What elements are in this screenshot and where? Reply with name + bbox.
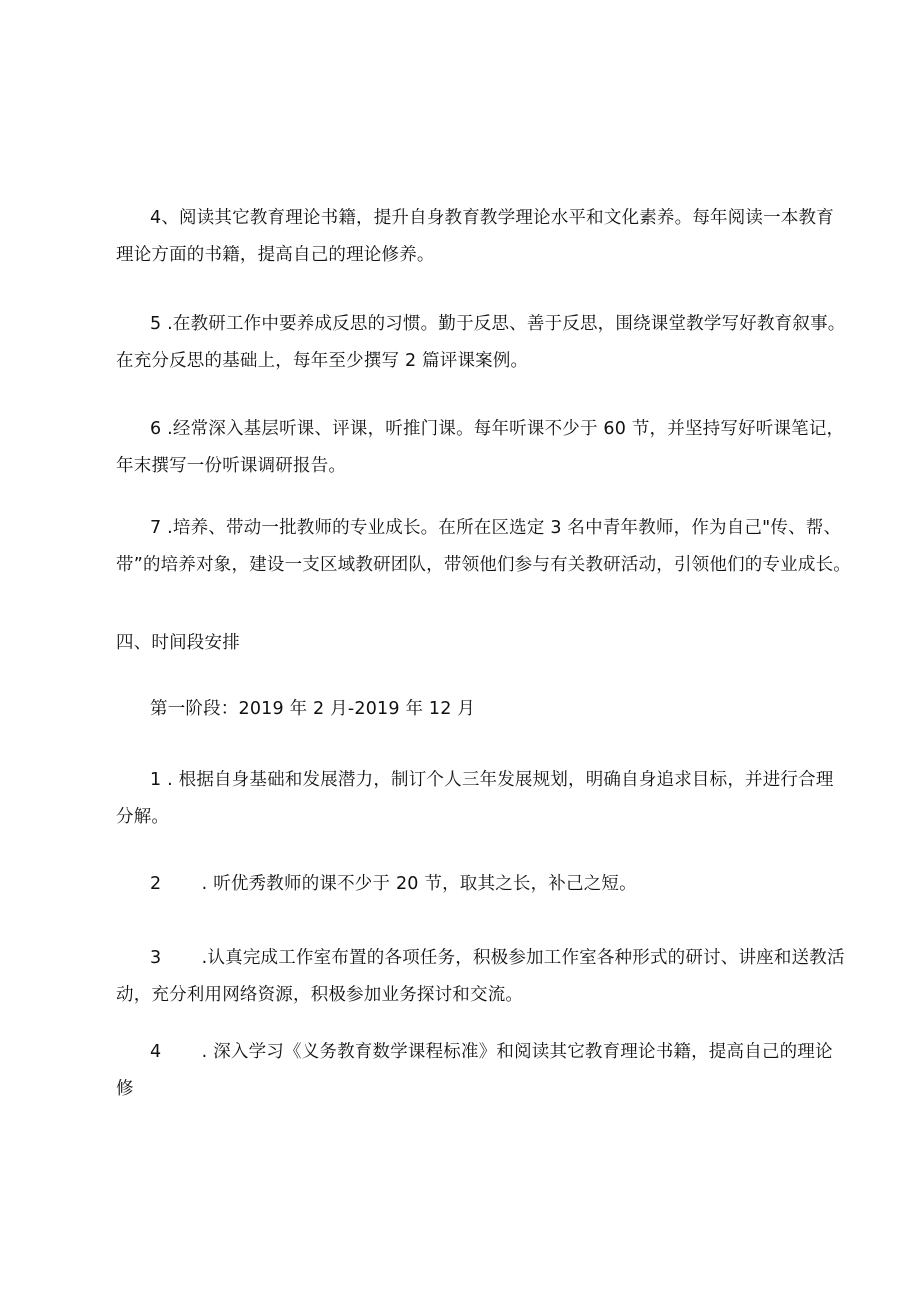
paragraph-line <box>116 510 842 547</box>
item-number: 6 <box>150 419 162 439</box>
paragraph-6 <box>116 411 845 485</box>
item-number: 4 <box>150 1042 162 1062</box>
paragraph-line <box>116 306 846 343</box>
paragraph-7 <box>116 510 851 584</box>
item-text: .在教研工作中要养成反思的习惯。勤于反思、善于反思，围绕课堂教学写好教育叙事。 <box>161 314 846 334</box>
item-text: .培养、带动一批教师的专业成长。在所在区选定 3 名中青年教师，作为自己"传、帮、 <box>161 518 842 538</box>
section-heading-text: 四、时间段安排 <box>116 633 240 653</box>
item-text: . 听优秀教师的课不少于 20 节，取其之长，补己之短。 <box>161 874 637 894</box>
paragraph-line: 动，充分利用网络资源，积极参加业务探讨和交流。 <box>116 985 524 1005</box>
item-2 <box>116 866 816 903</box>
item-text: . 深入学习《义务教育数学课程标准》和阅读其它教育理论书籍，提高自己的理论 <box>161 1042 833 1062</box>
paragraph-5 <box>116 306 846 380</box>
stage-title-text: 第一阶段：2019 年 2 月-2019 年 12 月 <box>150 699 476 719</box>
paragraph-line <box>116 1034 833 1071</box>
item-text: . 根据自身基础和发展潜力，制订个人三年发展规划，明确自身追求目标，并进行合理 <box>161 770 834 790</box>
paragraph-line: 年末撰写一份听课调研报告。 <box>116 456 347 476</box>
item-number: 1 <box>150 770 162 790</box>
item-3 <box>116 940 845 1014</box>
paragraph-line: 4、阅读其它教育理论书籍，提升自身教育教学理论水平和文化素养。每年阅读一本教育 <box>150 208 834 228</box>
paragraph-line <box>116 866 816 903</box>
paragraph-line: 理论方面的书籍，提高自己的理论修养。 <box>116 245 435 265</box>
paragraph-line: 分解。 <box>116 807 170 827</box>
paragraph-line <box>116 940 845 977</box>
paragraph-4 <box>116 200 834 274</box>
paragraph-line <box>116 762 834 799</box>
item-1 <box>116 762 834 836</box>
item-number: 2 <box>150 874 162 894</box>
paragraph-line <box>116 411 845 448</box>
item-number: 5 <box>150 314 162 334</box>
paragraph-line: 带”的培养对象，建设一支区域教研团队，带领他们参与有关教研活动，引领他们的专业成长。 <box>116 555 851 575</box>
section-heading <box>116 625 816 662</box>
item-number: 3 <box>150 948 162 968</box>
paragraph-line: 修 <box>116 1079 134 1099</box>
item-number: 7 <box>150 518 162 538</box>
item-4 <box>116 1034 833 1108</box>
item-text: .经常深入基层听课、评课，听推门课。每年听课不少于 60 节，并坚持写好听课笔记， <box>161 419 845 439</box>
stage-title <box>116 691 816 728</box>
paragraph-line: 在充分反思的基础上，每年至少撰写 2 篇评课案例。 <box>116 351 529 371</box>
item-text: .认真完成工作室布置的各项任务，积极参加工作室各种形式的研讨、讲座和送教活 <box>161 948 845 968</box>
